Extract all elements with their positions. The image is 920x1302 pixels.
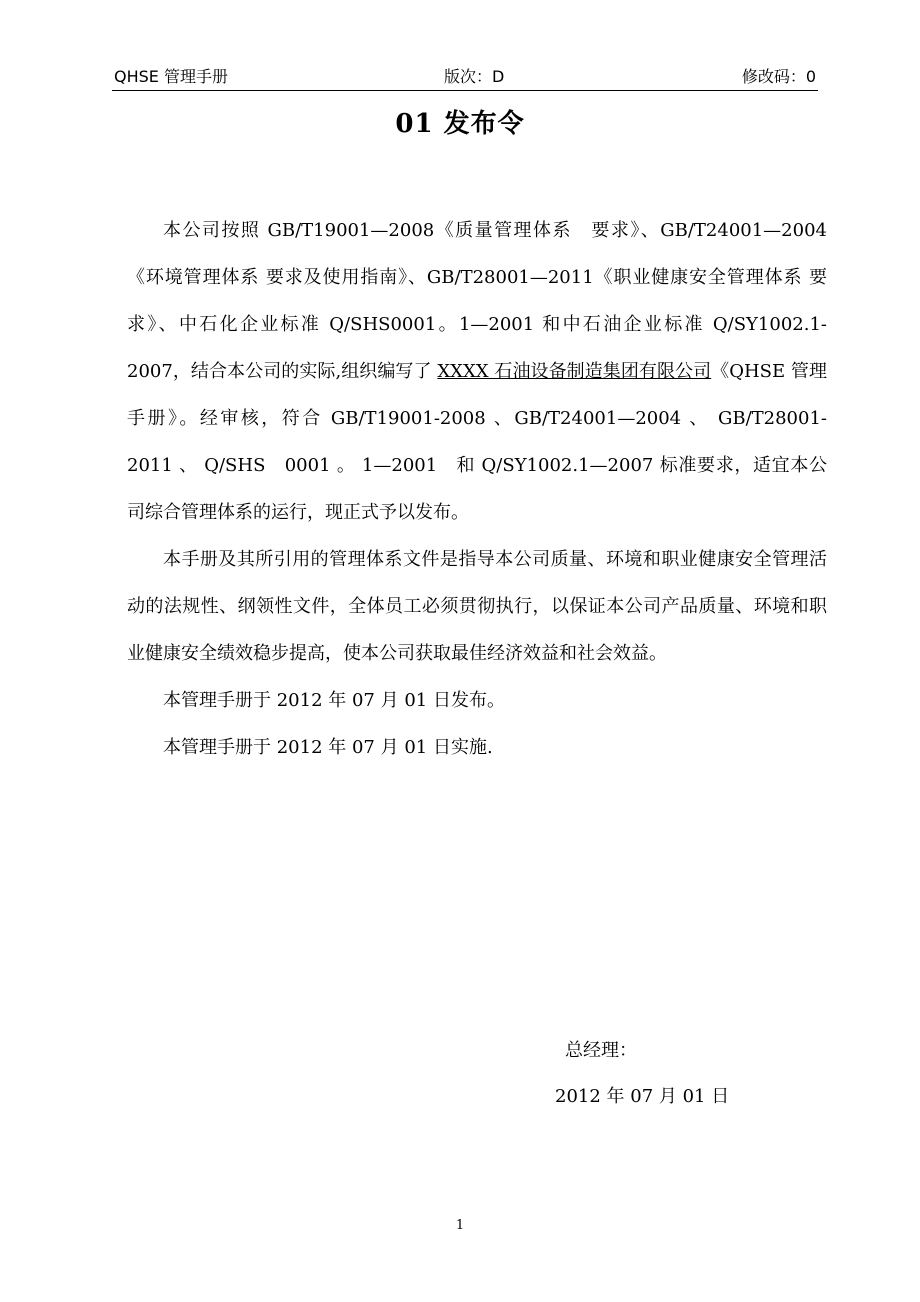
release-paragraph-1: [127, 207, 827, 536]
release-date-line: 本管理手册于 2012 年 07 月 01 日发布。: [163, 690, 505, 711]
page-number: 1: [455, 1218, 465, 1233]
paragraph1-text-a: 本公司按照 GB/T19001—2008《质量管理体系 要求》、GB/T24001—2004《环境管理体系 要求及使用指南》、GB/T28001—2011《职业健康安全管理体系 要求》、中石化企业标准 Q/SHS0001。1—2001 和中石油企业标准 Q/SY1002.1-2007，结合本公司的实际,组织编写了: [127, 220, 827, 382]
implement-date-line: 本管理手册于 2012 年 07 月 01 日实施.: [163, 737, 493, 758]
page-header: [112, 64, 818, 91]
header-manual-name: QHSE 管理手册: [114, 67, 228, 86]
document-body: [127, 207, 827, 771]
page-title: 01 发布令: [395, 109, 525, 139]
company-name: XXXX 石油设备制造集团有限公司: [437, 361, 712, 382]
signature-title: 总经理：: [565, 1040, 637, 1061]
release-paragraph-2: 本手册及其所引用的管理体系文件是指导本公司质量、环境和职业健康安全管理活动的法规性、纲领性文件，全体员工必须贯彻执行，以保证本公司产品质量、环境和职业健康安全绩效稳步提高，使本公司获取最佳经济效益和社会效益。: [127, 549, 827, 664]
header-version: 版次：D: [444, 67, 505, 86]
paragraph1-text-b: 《QHSE 管理手册》。经审核，符合 GB/T19001-2008 、GB/T24001—2004 、 GB/T28001-2011 、 Q/SHS 0001 。 1—2001 和 Q/SY1002.1—2007 标准要求，适宜本公司综合管理体系的运行，现正式予以发布。: [127, 361, 827, 523]
signature-date: 2012 年 07 月 01 日: [555, 1086, 730, 1107]
header-revision-code: 修改码：0: [741, 67, 816, 86]
